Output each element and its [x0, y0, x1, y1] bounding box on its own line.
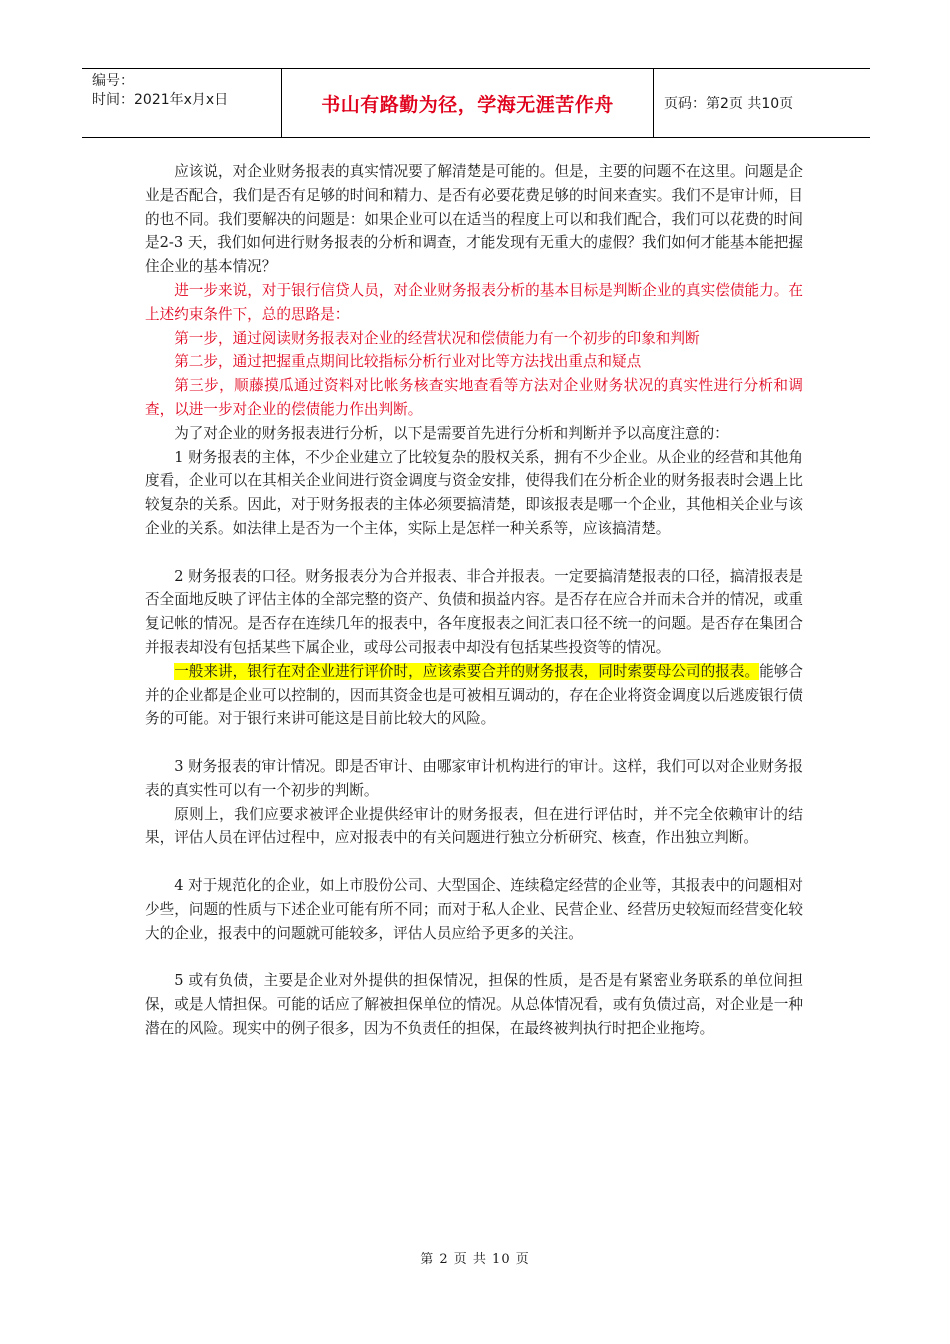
document-body — [145, 160, 803, 1040]
page-footer: 第 2 页 共 10 页 — [420, 1252, 530, 1267]
header-motto: 书山有路勤为径，学海无涯苦作舟 — [282, 69, 654, 137]
document-number-label: 编号： — [92, 73, 134, 89]
highlighted-text: 一般来讲，银行在对企业进行评价时，应该索要合并的财务报表，同时索要母公司的报表。 — [174, 662, 760, 680]
section-1: 1 财务报表的主体，不少企业建立了比较复杂的股权关系，拥有不少企业。从企业的经营和其他角度看，企业可以在其相关企业间进行资金调度与资金安排，使得我们在分析企业的财务报表时会遇上比较复杂的关系。因此，对于财务报表的主体必须要搞清楚，即该报表是哪一个企业，其他相关企业与该企业的关系。如法律上是否为一个主体，实际上是怎样一种关系等，应该搞清楚。 — [145, 448, 803, 537]
section-5: 5 或有负债，主要是企业对外提供的担保情况，担保的性质，是否是有紧密业务联系的单位间担保，或是人情担保。可能的话应了解被担保单位的情况。从总体情况看，或有负债过高，对企业是一种潜在的风险。现实中的例子很多，因为不负责任的担保，在最终被判执行时把企业拖垮。 — [145, 972, 803, 1037]
section-2: 2 财务报表的口径。财务报表分为合并报表、非合并报表。一定要搞清楚报表的口径，搞清报表是否全面地反映了评估主体的全部完整的资产、负债和损益内容。是否存在应合并而未合并的情况，或重复记帐的情况。是否存在连续几年的报表中，各年度报表之间汇表口径不统一的问题。是否存在集团合并报表却没有包括某些下属企业，或母公司报表中却没有包括某些投资等的情况。 — [145, 567, 803, 656]
page-header — [82, 68, 870, 138]
header-meta — [82, 69, 282, 137]
step-one: 第一步，通过阅读财务报表对企业的经营状况和偿债能力有一个初步的印象和判断 — [174, 329, 700, 347]
section-4: 4 对于规范化的企业，如上市股份公司、大型国企、连续稳定经营的企业等，其报表中的问题相对少些，问题的性质与下述企业可能有所不同；而对于私人企业、民营企业、经营历史较短而经营变化较大的企业，报表中的问题就可能较多，评估人员应给予更多的关注。 — [145, 876, 803, 942]
header-page-number: 页码：第2页 共10页 — [664, 96, 794, 112]
paragraph: 应该说，对企业财务报表的真实情况要了解清楚是可能的。但是，主要的问题不在这里。问题是企业是否配合，我们是否有足够的时间和精力、是否有必要花费足够的时间来查实。我们不是审计师，目的也不同。我们要解决的问题是：如果企业可以在适当的程度上可以和我们配合，我们可以花费的时间是2-3 天，我们如何进行财务报表的分析和调查，才能发现有无重大的虚假？我们如何才能基本能把握住企业的基本情况？ — [145, 163, 803, 276]
paragraph: 为了对企业的财务报表进行分析，以下是需要首先进行分析和判断并予以高度注意的： — [174, 424, 729, 442]
paragraph: 原则上，我们应要求被评企业提供经审计的财务报表，但在进行评估时，并不完全依赖审计的结果，评估人员在评估过程中，应对报表中的有关问题进行独立分析研究、核查，作出独立判断。 — [145, 805, 803, 847]
paragraph-highlighted — [145, 660, 803, 731]
document-time-label: 时间：2021年x月x日 — [92, 92, 229, 108]
paragraph-red: 进一步来说，对于银行信贷人员，对企业财务报表分析的基本目标是判断企业的真实偿债能力。在上述约束条件下，总的思路是： — [145, 281, 803, 323]
paragraph-continuation: 能够合并的企业都是企业可以控制的，因而其资金也是可被相互调动的，存在企业将资金调度以后逃废银行债务的可能。对于银行来讲可能这是目前比较大的风险。 — [145, 662, 803, 728]
step-two: 第二步，通过把握重点期间比较指标分析行业对比等方法找出重点和疑点 — [174, 353, 642, 371]
step-three: 第三步，顺藤摸瓜通过资料对比帐务核查实地查看等方法对企业财务状况的真实性进行分析和调查，以进一步对企业的偿债能力作出判断。 — [145, 377, 803, 418]
section-3: 3 财务报表的审计情况。即是否审计、由哪家审计机构进行的审计。这样，我们可以对企业财务报表的真实性可以有一个初步的判断。 — [145, 757, 803, 799]
